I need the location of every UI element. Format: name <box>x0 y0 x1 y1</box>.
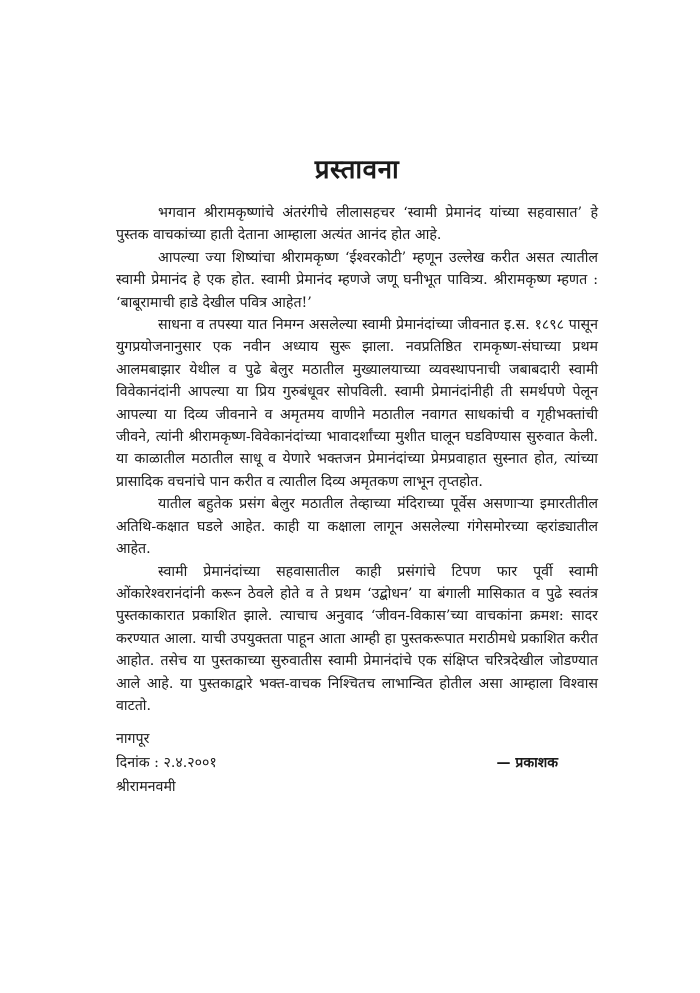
date-row <box>116 751 598 775</box>
paragraph-5: स्वामी प्रेमानंदांच्या सहवासातील काही प्रसंगांचे टिपण फार पूर्वी स्वामी ओंकारेश्वरानंदांनी करून ठेवले होते व ते प्रथम ‘उद्बोधन’ या बंगाली मासिकात व पुढे स्वतंत्र पुस्तकाकारात प्रकाशित झाले. त्याचाच अनुवाद ‘जीवन-विकास’च्या वाचकांना क्रमश: सादर करण्यात आला. याची उपयुक्तता पाहून आता आम्ही हा पुस्तकरूपात मराठीमधे प्रकाशित करीत आहोत. तसेच या पुस्तकाच्या सुरुवातीस स्वामी प्रेमानंदांचे एक संक्षिप्त चरित्रदेखील जोडण्यात आले आहे. या पुस्तकाद्वारे भक्त-वाचक निश्चितच लाभान्वित होतील असा आम्हाला विश्वास वाटतो. <box>116 563 598 714</box>
paragraph-2: आपल्या ज्या शिष्यांचा श्रीरामकृष्ण ‘ईश्वरकोटी’ म्हणून उल्लेख करीत असत त्यातील स्वामी प्रेमानंद हे एक होत. स्वामी प्रेमानंद म्हणजे जणू घनीभूत पावित्र्य. श्रीरामकृष्ण म्हणत : ‘बाबूरामाची हाडे देखील पवित्र आहेत!’ <box>116 249 598 311</box>
date-label: दिनांक : २.४.२००१ <box>116 755 217 772</box>
paragraph-3: साधना व तपस्या यात निमग्न असलेल्या स्वामी प्रेमानंदांच्या जीवनात इ.स. १८९८ पासून युगप्रयोजनानुसार एक नवीन अध्याय सुरू झाला. नवप्रतिष्ठित रामकृष्ण-संघाच्या प्रथम आलमबाझार येथील व पुढे बेलुर मठातील मुख्यालयाच्या व्यवस्थापनाची जबाबदारी स्वामी विवेकानंदांनी आपल्या या प्रिय गुरुबंधूवर सोपविली. स्वामी प्रेमानंदांनीही ती समर्थपणे पेलून आपल्या या दिव्य जीवनाने व अमृतमय वाणीने मठातील नवागत साधकांची व गृहीभक्तांची जीवने, त्यांनी श्रीरामकृष्ण-विवेकानंदांच्या भावादर्शांच्या मुशीत घालून घडविण्यास सुरुवात केली. या काळातील मठातील साधू व येणारे भक्तजन प्रेमानंदांच्या प्रेमप्रवाहात सुस्नात होत, त्यांच्या प्रासादिक वचनांचे पान करीत व त्यातील दिव्य अमृतकण लाभून तृप्तहोत. <box>116 317 598 490</box>
publisher-label: — प्रकाशक <box>496 755 558 772</box>
occasion-label: श्रीरामनवमी <box>116 779 176 796</box>
paragraph-1: भगवान श्रीरामकृष्णांचे अंतरंगीचे लीलासहचर ‘स्वामी प्रेमानंद यांच्या सहवासात’ हे पुस्तक वाचकांच्या हाती देताना आम्हाला अत्यंत आनंद होत आहे. <box>116 205 598 244</box>
place-label: नागपूर <box>116 731 150 748</box>
paragraph-4: यातील बहुतेक प्रसंग बेलुर मठातील तेव्हाच्या मंदिराच्या पूर्वेस असणाऱ्या इमारतीतील अतिथि-कक्षात घडले आहेत. काही या कक्षाला लागून असलेल्या गंगेसमोरच्या व्हरांड्यातील आहेत. <box>116 496 598 558</box>
page-title: प्रस्तावना <box>314 155 400 185</box>
signature-block <box>116 727 598 799</box>
preface-body <box>116 202 598 717</box>
preface-page <box>116 150 598 799</box>
